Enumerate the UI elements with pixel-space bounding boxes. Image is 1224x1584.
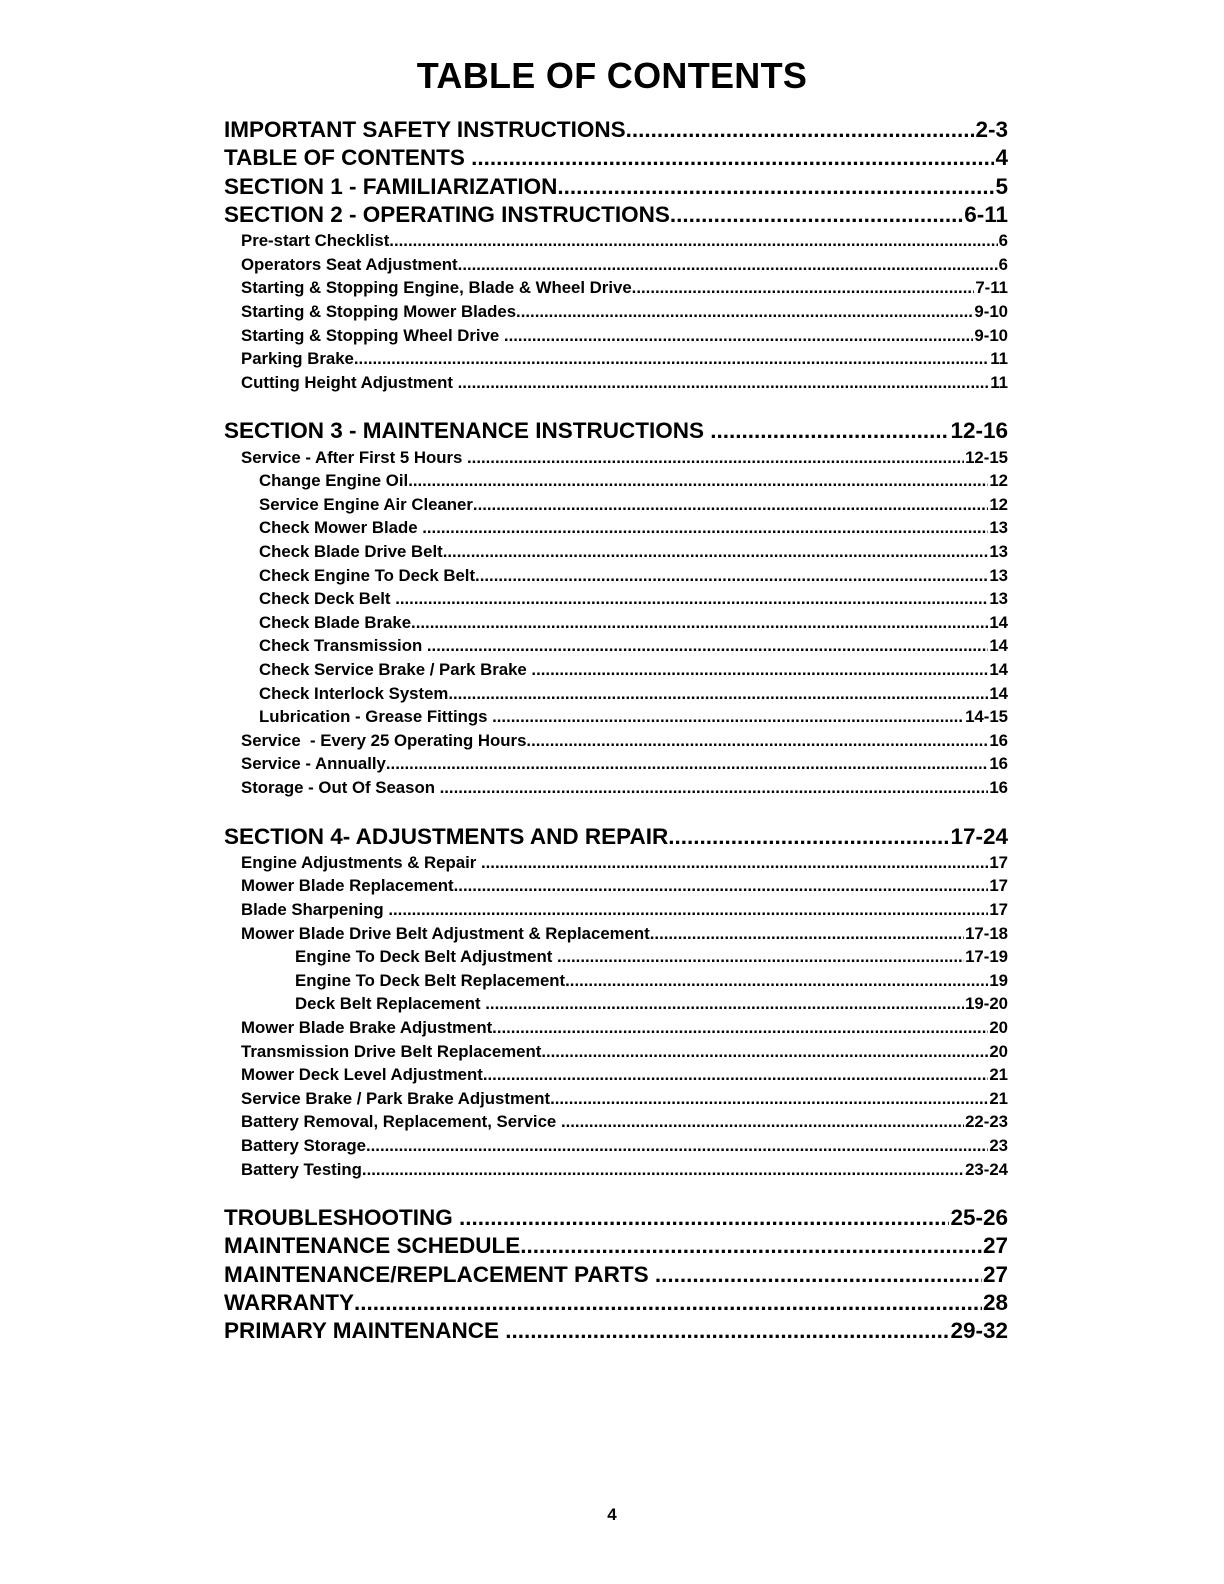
toc-entry-page: 14 [989,683,1008,703]
toc-entry-page: 12-16 [950,418,1008,444]
toc-entry-page: 13 [989,589,1008,609]
dot-leader [422,516,988,540]
toc-entry [224,752,1008,776]
toc-entry-title: Service Engine Air Cleaner [259,494,473,514]
toc-entry [224,173,1008,201]
toc-entry-title: Check Transmission [259,636,427,656]
toc-entry-page: 6-11 [964,201,1008,227]
toc-entry-title: Service - After First 5 Hours [241,447,467,467]
dot-leader [504,324,973,348]
dot-leader [354,347,989,371]
toc-entry-page: 21 [989,1088,1008,1108]
dot-leader [557,945,964,969]
toc-entry-title: MAINTENANCE/REPLACEMENT PARTS [224,1261,655,1287]
dot-leader [473,493,988,517]
toc-entry-title: Engine To Deck Belt Replacement [295,970,566,990]
dot-leader [481,851,988,875]
toc-entry-page: 16 [989,730,1008,750]
toc-entry-title: MAINTENANCE SCHEDULE [224,1233,521,1259]
toc-entry-title: Change Engine Oil [259,471,409,491]
toc-entry-page: 12-15 [965,447,1008,467]
toc-entry [224,1087,1008,1111]
toc-entry-title: Check Mower Blade [259,518,423,538]
dot-leader [626,116,975,144]
dot-leader [366,1134,988,1158]
dot-leader [411,611,988,635]
toc-entry-title: Service - Annually [241,754,386,774]
toc-entry-title: Mower Deck Level Adjustment [241,1065,483,1085]
toc-entry [224,347,1008,371]
dot-leader [458,371,990,395]
dot-leader [670,201,963,229]
toc-entry-title: IMPORTANT SAFETY INSTRUCTIONS [224,117,626,142]
toc-entry-title: Starting & Stopping Wheel Drive [241,325,504,345]
dot-leader [520,1232,982,1260]
toc-entry [224,1232,1008,1260]
dot-leader [655,1261,982,1289]
toc-entry-page: 19 [989,970,1008,990]
toc-entry-title: Check Engine To Deck Belt [259,565,476,585]
toc-entry [224,201,1008,229]
toc-entry-page: 14-15 [965,707,1008,727]
toc-entry-page: 11 [990,372,1008,392]
toc-entry-title: Engine Adjustments & Repair [241,852,481,872]
toc-entry-page: 19-20 [965,994,1008,1014]
toc-entry [224,634,1008,658]
toc-entry [224,1134,1008,1158]
toc-entry-page: 9-10 [974,325,1008,345]
dot-leader [362,1158,964,1182]
toc-entry [224,324,1008,348]
section-spacer [224,800,1008,823]
dot-leader [454,874,989,898]
toc-entry-title: SECTION 1 - FAMILIARIZATION [224,173,558,199]
toc-entry [224,116,1008,144]
toc-entry [224,922,1008,946]
toc-entry [224,587,1008,611]
dot-leader [557,173,994,201]
toc-entry [224,1016,1008,1040]
toc-entry [224,229,1008,253]
dot-leader [443,540,989,564]
toc-entry [224,300,1008,324]
toc-entry-page: 16 [989,777,1008,797]
toc-entry-page: 14 [989,636,1008,656]
dot-leader [668,823,949,851]
dot-leader [459,1204,949,1232]
toc-entry [224,682,1008,706]
dot-leader [541,1040,988,1064]
toc-entry [224,823,1008,851]
toc-entry-title: Check Interlock System [259,683,449,703]
toc-entry-title: Check Deck Belt [259,589,396,609]
toc-entry-title: TABLE OF CONTENTS [224,145,472,171]
section-spacer [224,394,1008,417]
toc-entry-page: 21 [989,1065,1008,1085]
table-of-contents [224,116,1008,1346]
toc-entry-title: SECTION 4- ADJUSTMENTS AND REPAIR [224,823,669,849]
dot-leader [354,1289,982,1317]
toc-entry-title: Transmission Drive Belt Replacement [241,1041,542,1061]
toc-entry-page: 27 [982,1233,1008,1259]
dot-leader [492,705,964,729]
toc-entry-title: Check Blade Drive Belt [259,542,443,562]
dot-leader [710,417,949,445]
toc-entry-page: 12 [989,471,1008,491]
toc-entry [224,540,1008,564]
toc-entry [224,276,1008,300]
dot-leader [492,1016,988,1040]
toc-entry-title: Storage - Out Of Season [241,777,440,797]
toc-entry-page: 17 [989,852,1008,872]
toc-entry-page: 17-19 [965,947,1008,967]
toc-entry-title: Mower Blade Drive Belt Adjustment & Replacement [241,923,650,943]
dot-leader [440,776,989,800]
dot-leader [550,1087,988,1111]
toc-entry [224,658,1008,682]
toc-entry-page: 13 [989,565,1008,585]
toc-entry-title: Blade Sharpening [241,900,389,920]
toc-entry-page: 23-24 [965,1159,1008,1179]
toc-entry-title: Battery Storage [241,1135,366,1155]
dot-leader [531,658,988,682]
toc-entry-page: 17-18 [965,923,1008,943]
toc-entry-title: Starting & Stopping Engine, Blade & Wheel Drive [241,278,632,298]
toc-entry [224,253,1008,277]
toc-entry [224,1204,1008,1232]
toc-entry [224,874,1008,898]
toc-entry [224,611,1008,635]
toc-entry [224,969,1008,993]
toc-entry [224,945,1008,969]
dot-leader [561,1110,964,1134]
toc-entry-page: 13 [989,542,1008,562]
toc-entry-title: Starting & Stopping Mower Blades [241,301,517,321]
toc-entry-title: Pre-start Checklist [241,231,390,251]
toc-entry [224,776,1008,800]
toc-entry [224,1261,1008,1289]
toc-entry [224,992,1008,1016]
toc-entry-page: 5 [995,173,1008,199]
toc-entry-page: 25-26 [950,1205,1008,1231]
toc-entry [224,1040,1008,1064]
dot-leader [386,752,988,776]
toc-entry-title: Battery Testing [241,1159,362,1179]
dot-leader [516,300,973,324]
dot-leader [395,587,988,611]
toc-entry [224,1289,1008,1317]
toc-entry [224,564,1008,588]
toc-entry-page: 6 [998,231,1008,251]
dot-leader [467,446,964,470]
dot-leader [408,469,988,493]
toc-entry [224,371,1008,395]
toc-entry-page: 27 [982,1261,1008,1287]
dot-leader [458,253,998,277]
toc-entry [224,417,1008,445]
dot-leader [471,144,994,172]
toc-entry-page: 17 [989,876,1008,896]
toc-entry [224,729,1008,753]
toc-entry-title: PRIMARY MAINTENANCE [224,1318,506,1344]
toc-entry-page: 2-3 [975,117,1008,142]
dot-leader [388,898,988,922]
toc-entry [224,516,1008,540]
toc-entry-title: Lubrication - Grease Fittings [259,707,493,727]
toc-entry-page: 17-24 [950,823,1008,849]
toc-entry-title: SECTION 3 - MAINTENANCE INSTRUCTIONS [224,418,711,444]
toc-entry-page: 11 [990,349,1008,369]
toc-entry [224,144,1008,172]
toc-entry [224,1063,1008,1087]
toc-entry [224,1158,1008,1182]
toc-entry-title: Battery Removal, Replacement, Service [241,1112,561,1132]
toc-entry-title: Service Brake / Park Brake Adjustment [241,1088,551,1108]
toc-entry-page: 16 [989,754,1008,774]
toc-entry [224,705,1008,729]
toc-entry-page: 4 [995,145,1008,171]
toc-entry-title: Mower Blade Brake Adjustment [241,1018,493,1037]
toc-entry-page: 7-11 [975,278,1008,298]
toc-entry-page: 20 [989,1041,1008,1061]
toc-entry-title: SECTION 2 - OPERATING INSTRUCTIONS [224,201,670,227]
toc-entry-page: 28 [982,1290,1008,1316]
page-title: TABLE OF CONTENTS [416,55,808,96]
section-spacer [224,1181,1008,1204]
toc-entry-title: WARRANTY [224,1290,354,1316]
toc-entry-page: 20 [989,1018,1008,1037]
dot-leader [505,1317,949,1345]
toc-entry [224,493,1008,517]
toc-entry-title: Engine To Deck Belt Adjustment [295,947,558,967]
toc-entry [224,446,1008,470]
dot-leader [483,1063,988,1087]
toc-entry-title: Service - Every 25 Operating Hours [241,730,527,750]
toc-entry-title: Operators Seat Adjustment [241,254,458,274]
toc-entry-page: 23 [989,1135,1008,1155]
toc-entry-title: Check Blade Brake [259,612,412,632]
toc-entry-title: TROUBLESHOOTING [224,1205,459,1231]
toc-entry-title: Parking Brake [241,349,354,369]
page-number: 4 [607,1505,617,1524]
toc-entry [224,1110,1008,1134]
toc-entry [224,898,1008,922]
toc-entry [224,469,1008,493]
dot-leader [650,922,964,946]
dot-leader [389,229,997,253]
dot-leader [448,682,988,706]
dot-leader [485,992,964,1016]
toc-entry-page: 14 [989,612,1008,632]
toc-entry-title: Cutting Height Adjustment [241,372,458,392]
toc-entry-title: Deck Belt Replacement [295,994,486,1014]
dot-leader [632,276,975,300]
toc-entry-title: Mower Blade Replacement [241,876,454,896]
dot-leader [475,564,988,588]
toc-entry-page: 29-32 [950,1318,1008,1344]
dot-leader [427,634,988,658]
toc-entry-page: 13 [989,518,1008,538]
toc-entry [224,851,1008,875]
toc-entry [224,1317,1008,1345]
toc-entry-page: 9-10 [974,301,1008,321]
toc-entry-page: 14 [989,659,1008,679]
dot-leader [565,969,988,993]
toc-entry-page: 17 [989,900,1008,920]
toc-entry-page: 22-23 [965,1112,1008,1132]
toc-entry-title: Check Service Brake / Park Brake [259,659,532,679]
dot-leader [526,729,988,753]
toc-entry-page: 12 [989,494,1008,514]
toc-entry-page: 6 [998,254,1008,274]
